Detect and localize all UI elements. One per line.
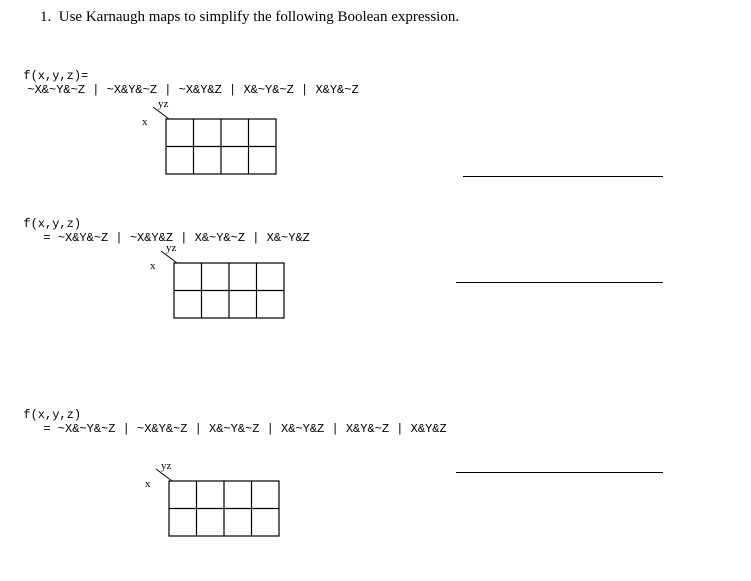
- kmap-1: [137, 94, 282, 178]
- kmap-1-col-vars: yz: [158, 98, 169, 110]
- expression-3-lhs: f(x,y,z): [23, 408, 82, 422]
- expression-2-lhs: f(x,y,z): [23, 217, 82, 231]
- answer-line-3[interactable]: [456, 472, 663, 473]
- expression-3: [9, 394, 447, 436]
- expression-1-rhs: ~X&~Y&~Z | ~X&Y&~Z | ~X&Y&Z | X&~Y&~Z | X&Y&~Z: [27, 83, 359, 97]
- expression-3-rhs: = ~X&~Y&~Z | ~X&Y&~Z | X&~Y&~Z | X&~Y&Z | X&Y&~Z | X&Y&Z: [43, 422, 447, 436]
- kmap-3: [140, 456, 285, 540]
- expression-1-lhs: f(x,y,z)=: [23, 69, 89, 83]
- answer-line-1[interactable]: [463, 176, 663, 177]
- heading: 1. Use Karnaugh maps to simplify the following Boolean expression.: [40, 9, 460, 25]
- kmap-2-col-vars: yz: [166, 242, 177, 254]
- kmap-3-row-var: x: [145, 478, 151, 490]
- kmap-2-row-var: x: [150, 260, 156, 272]
- expression-1: [9, 55, 359, 97]
- kmap-3-col-vars: yz: [161, 460, 172, 472]
- expression-2-rhs: = ~X&Y&~Z | ~X&Y&Z | X&~Y&~Z | X&~Y&Z: [43, 231, 310, 245]
- kmap-2: [145, 238, 290, 322]
- answer-line-2[interactable]: [456, 282, 663, 283]
- kmap-1-row-var: x: [142, 116, 148, 128]
